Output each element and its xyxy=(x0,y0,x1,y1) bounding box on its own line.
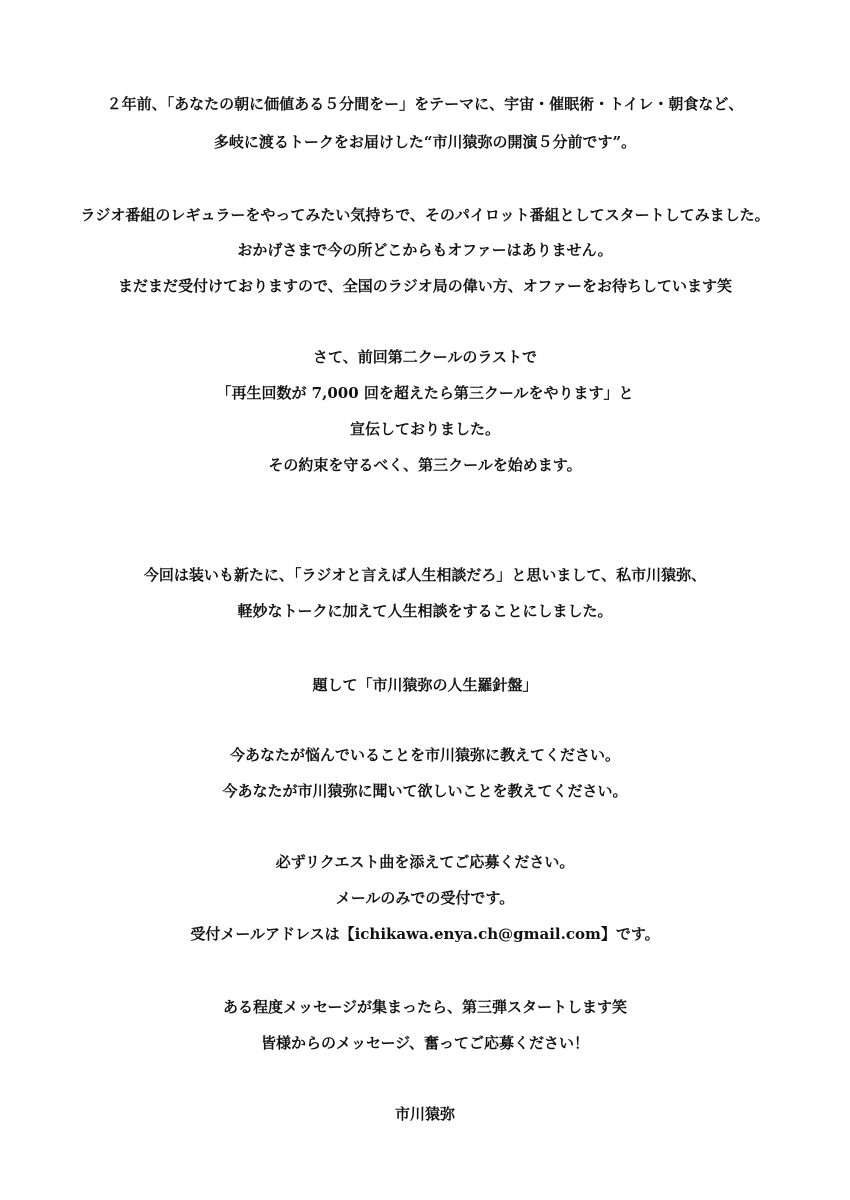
submission-email-line: 受付メールアドレスは【ichikawa.enya.ch@gmail.com】です。 xyxy=(190,925,660,943)
submission-line-2: メールのみでの受付です。 xyxy=(335,889,515,907)
intro-line-2: 多岐に渡るトークをお届けした“市川猿弥の開演５分前です”。 xyxy=(213,133,637,151)
pilot-line-3: まだまだ受付けておりますので、全国のラジオ局の偉い方、オファーをお待ちしています笑 xyxy=(118,277,732,295)
closing-line-2: 皆様からのメッセージ、奮ってご応募ください！ xyxy=(261,1034,589,1052)
new-format-line-1: 今回は装いも新たに、「ラジオと言えば人生相談だろ」と思いまして、私市川猿弥、 xyxy=(143,566,707,584)
promise-line-2: 「再生回数が 7,000 回を超えたら第三クールをやります」と xyxy=(216,384,634,402)
intro-line-1: ２年前、「あなたの朝に価値ある５分間をー」をテーマに、宇宙・催眠術・トイレ・朝食など、 xyxy=(106,95,744,113)
pilot-line-2: おかげさまで今の所どこからもオファーはありません。 xyxy=(237,241,613,259)
signature: 市川猿弥 xyxy=(394,1105,455,1123)
promise-line-3: 宣伝しておりました。 xyxy=(349,420,500,438)
pilot-line-1: ラジオ番組のレギュラーをやってみたい気持ちで、そのパイロット番組としてスタートしてみました。 xyxy=(80,206,770,224)
submission-line-1: 必ずリクエスト曲を添えてご応募ください。 xyxy=(275,853,575,871)
new-format-line-2: 軽妙なトークに加えて人生相談をすることにしました。 xyxy=(237,602,613,620)
promise-line-4: その約束を守るべく、第三クールを始めます。 xyxy=(268,456,582,474)
ask-line-1: 今あなたが悩んでいることを市川猿弥に教えてください。 xyxy=(229,746,620,764)
ask-line-2: 今あなたが市川猿弥に聞いて欲しいことを教えてください。 xyxy=(222,782,628,800)
closing-line-1: ある程度メッセージが集まったら、第三弾スタートします笑 xyxy=(222,998,628,1016)
show-title: 題して「市川猿弥の人生羅針盤」 xyxy=(312,676,538,694)
promise-line-1: さて、前回第二クールのラストで xyxy=(313,348,537,366)
